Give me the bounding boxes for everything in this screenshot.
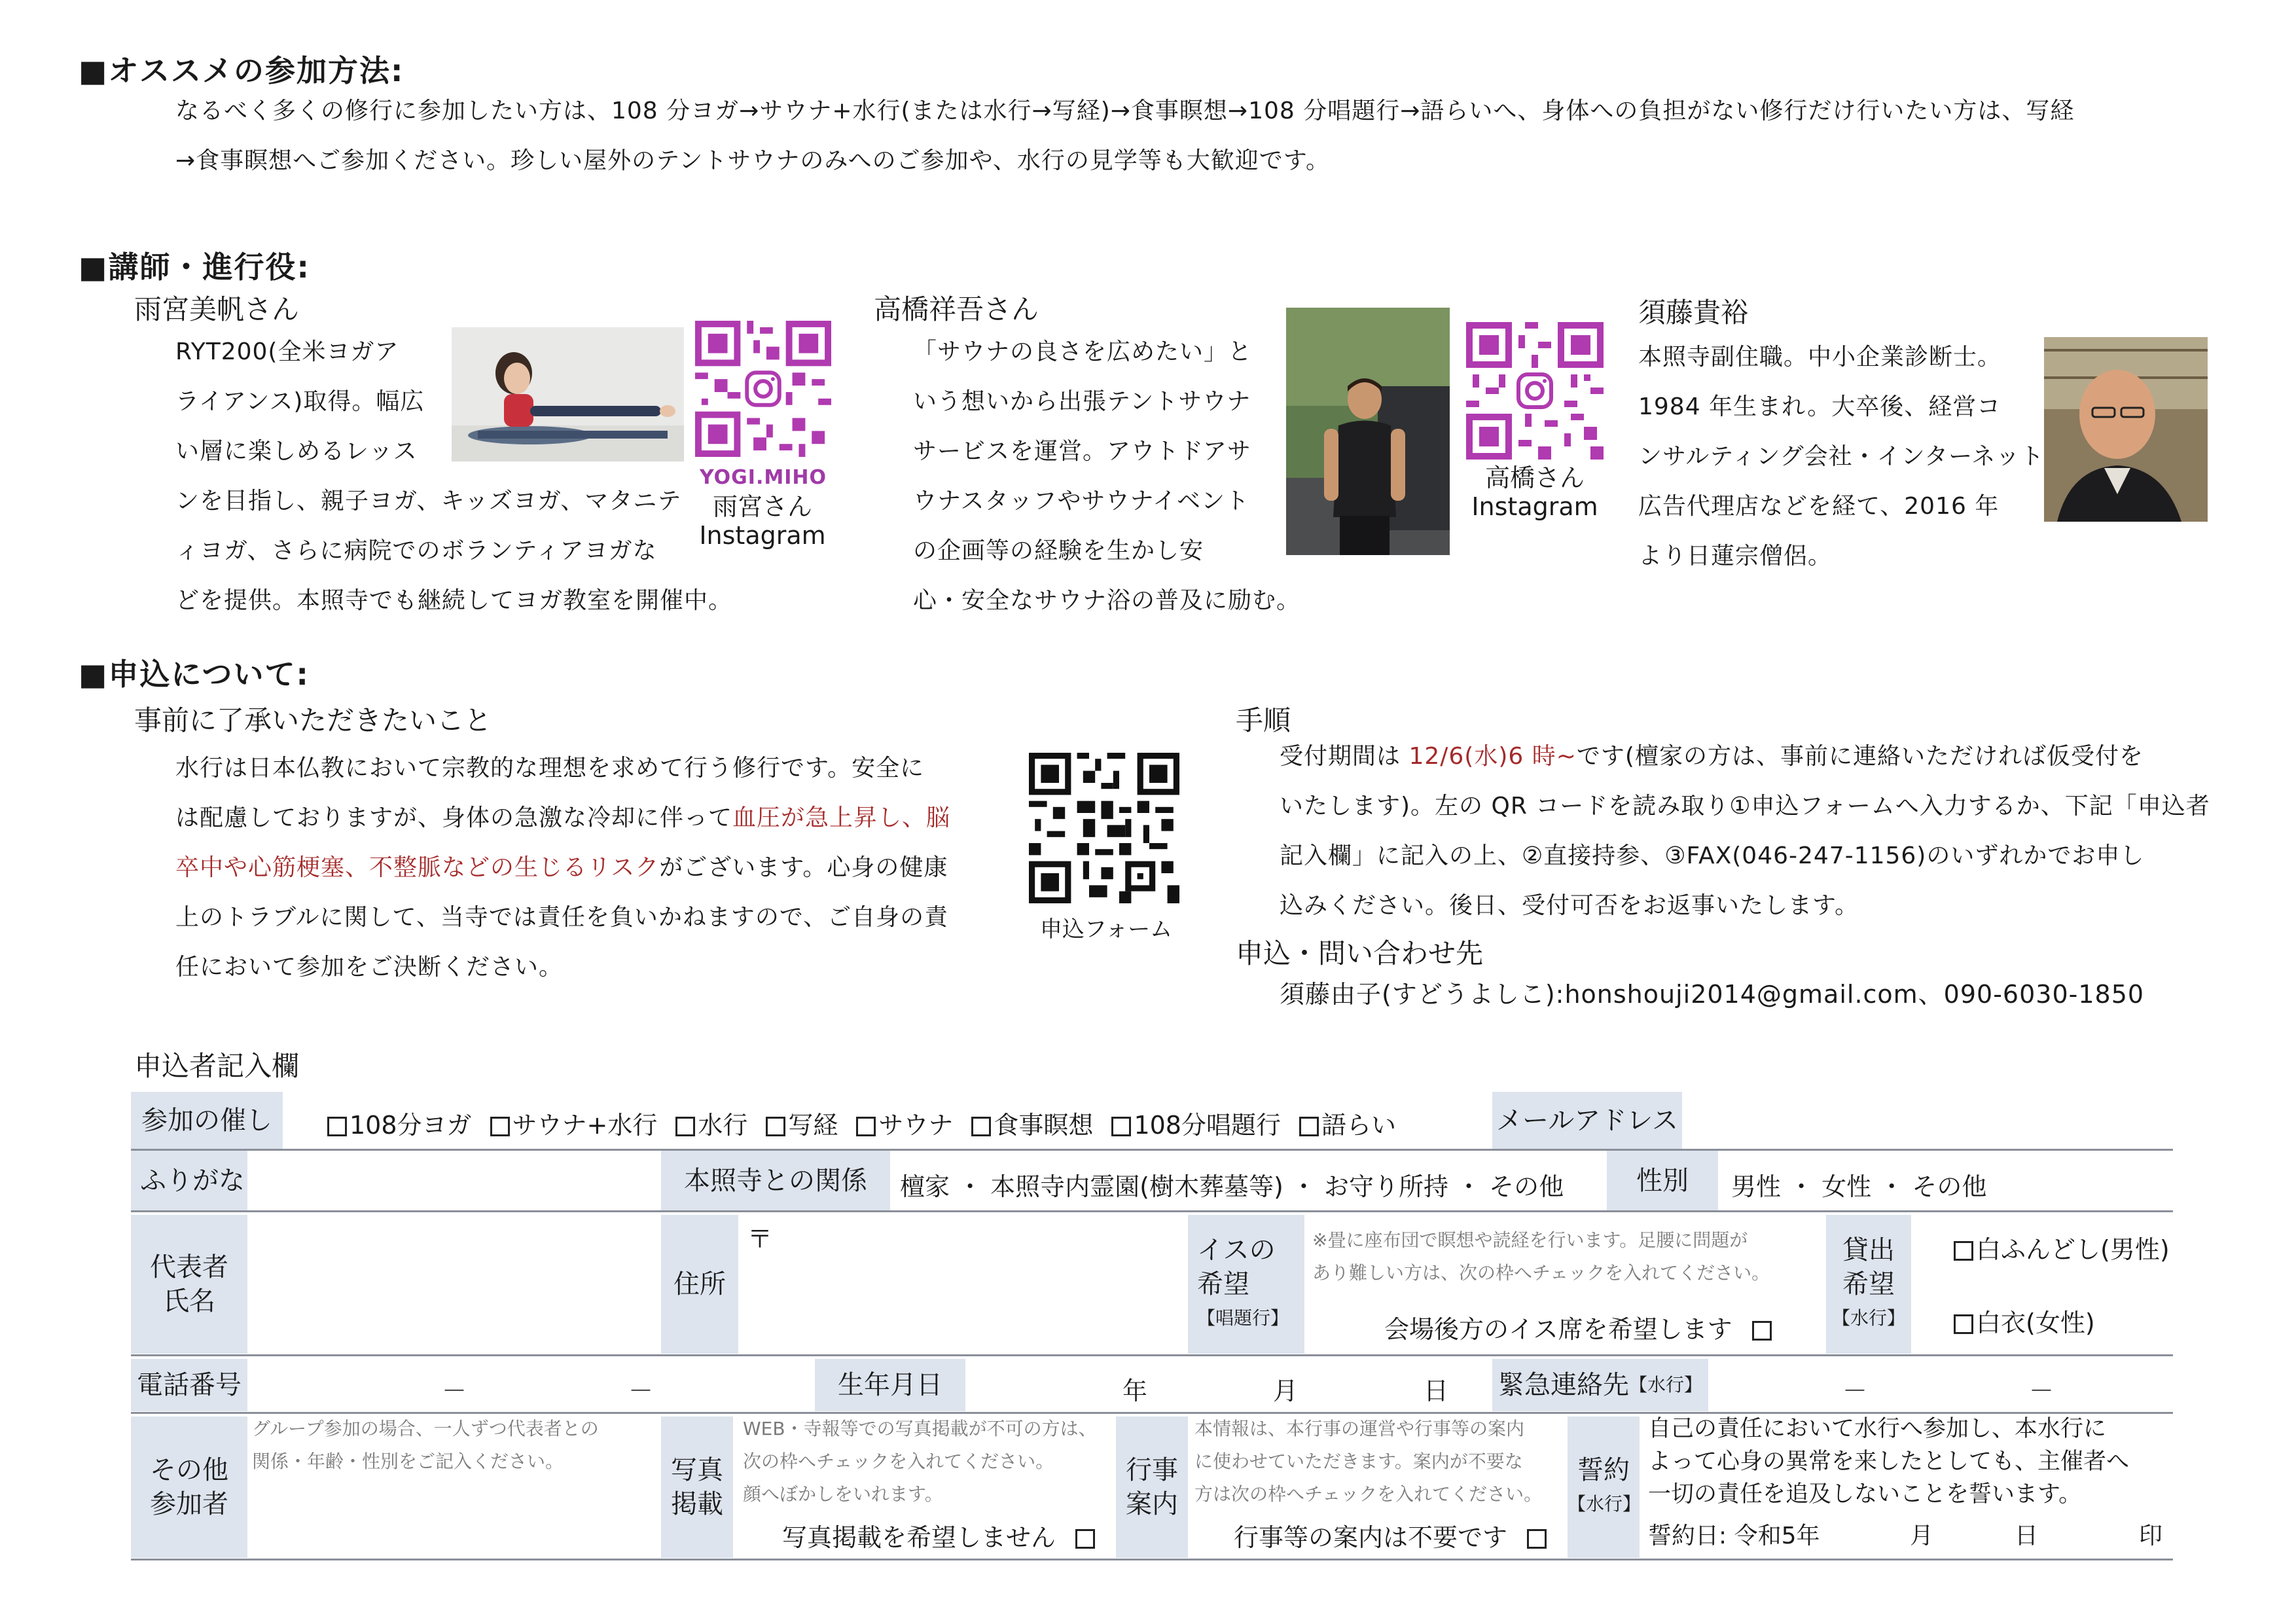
chair-label-line: 希望: [1197, 1269, 1249, 1299]
checkbox[interactable]: [1954, 1314, 1973, 1334]
amemiya-instagram-qr[interactable]: [695, 321, 831, 457]
checkbox[interactable]: [327, 1117, 347, 1136]
email-field[interactable]: [1682, 1096, 2173, 1147]
procedure-text-span: 受付期間は: [1280, 743, 1409, 770]
rep-name-label-line: 氏名: [163, 1286, 215, 1316]
rental-option-label: 白ふんどし(男性): [1976, 1235, 2170, 1264]
pledge-tag: 【水行】: [1568, 1493, 1641, 1515]
event-option-label: 写経: [788, 1111, 838, 1140]
checkbox[interactable]: [1299, 1117, 1319, 1136]
pledge-day-label: 日: [2015, 1523, 2039, 1549]
rental-option-label: 白衣(女性): [1976, 1308, 2095, 1337]
contact-title: 申込・問い合わせ先: [1236, 937, 1484, 969]
procedure-line: 込みください。後日、受付可否をお返事いたします。: [1280, 892, 1859, 919]
event-option-yoga[interactable]: [327, 1105, 472, 1141]
birth-month-label: 月: [1273, 1377, 1299, 1405]
emergency-dash-1: －: [1842, 1377, 1868, 1405]
rep-name-label: [131, 1215, 247, 1354]
application-heading: ■申込について:: [79, 657, 310, 692]
amemiya-bio-line: RYT200(全米ヨガア: [175, 338, 399, 365]
application-form-qr[interactable]: [1029, 753, 1179, 903]
pledge-date-label: 誓約日: 令和5年: [1648, 1523, 1820, 1549]
chair-label: [1188, 1215, 1304, 1354]
guide-note-line: 方は次の枠へチェックを入れてください。: [1194, 1483, 1543, 1505]
procedure-line: 記入欄」に記入の上、②直接持参、③FAX(046-247-1156)のいずれかでお申し: [1280, 842, 2145, 869]
takahashi-photo: [1286, 308, 1450, 555]
guide-note-line: 本情報は、本行事の運営や行事等の案内: [1194, 1418, 1525, 1439]
takahashi-bio-line: いう想いから出張テントサウナ: [913, 388, 1251, 415]
pledge-text: [1648, 1413, 2129, 1511]
emergency-label: [1492, 1359, 1708, 1411]
form-title: 申込者記入欄: [134, 1050, 300, 1082]
pledge-seal: 印: [2139, 1523, 2163, 1549]
rental-label-line: 希望: [1842, 1269, 1895, 1299]
pledge-line: よって心身の異常を来したとしても、主催者へ: [1648, 1449, 2130, 1475]
event-option-label: 108分ヨガ: [350, 1111, 472, 1140]
amemiya-qr-caption-line: Instagram: [699, 521, 826, 550]
recommend-line-2: →食事瞑想へご参加ください。珍しい屋外のテントサウナのみへのご参加や、水行の見学等も大歓迎です。: [175, 147, 1331, 174]
rental-label: [1826, 1215, 1911, 1354]
checkbox[interactable]: [1954, 1241, 1973, 1261]
amemiya-qr-logo: YOGI.MIHO: [700, 466, 827, 489]
chair-tag: 【唱題行】: [1197, 1307, 1289, 1329]
checkbox[interactable]: [490, 1117, 510, 1136]
photo-note-line: WEB・寺報等での写真掲載が不可の方は、: [743, 1418, 1097, 1439]
notice-line: [175, 843, 1026, 893]
takahashi-name: 高橋祥吾さん: [874, 293, 1039, 325]
photo-label: [661, 1416, 733, 1558]
amemiya-bio-line: どを提供。本照寺でも継続してヨガ教室を開催中。: [175, 587, 733, 614]
chair-check-label: 会場後方のイス席を希望します: [1384, 1315, 1732, 1344]
pledge-line: 自己の責任において水行へ参加し、本水行に: [1648, 1416, 2107, 1442]
instructors-heading: ■講師・進行役:: [79, 249, 310, 285]
sudo-bio-line: ンサルティング会社・インターネット: [1638, 443, 2045, 470]
address-field[interactable]: [746, 1247, 1178, 1352]
photo-note-line: 次の枠へチェックを入れてください。: [743, 1451, 1054, 1472]
takahashi-bio-line: サービスを運営。アウトドアサ: [913, 438, 1251, 465]
chair-note: [1312, 1224, 1770, 1290]
rental-label-line: 貸出: [1842, 1235, 1895, 1265]
others-note-line: 関係・年齢・性別をご記入ください。: [252, 1451, 564, 1472]
event-option-label: 108分唱題行: [1134, 1111, 1281, 1140]
notice-title: 事前に了承いただきたいこと: [134, 704, 492, 736]
address-label: 住所: [661, 1215, 738, 1354]
notice-line: 上のトラブルに関して、当寺では責任を負いかねますので、ご自身の責: [175, 904, 949, 931]
gender-options[interactable]: 男性 ・ 女性 ・ その他: [1731, 1172, 1987, 1201]
photo-check[interactable]: [782, 1517, 1098, 1553]
sudo-bio-line: 広告代理店などを経て、2016 年: [1638, 493, 2000, 520]
emergency-field[interactable]: [1712, 1359, 2170, 1411]
checkbox[interactable]: [971, 1117, 991, 1136]
event-option-water[interactable]: [675, 1105, 747, 1141]
emergency-dash-2: －: [2029, 1377, 2054, 1405]
event-option-label: サウナ: [878, 1111, 954, 1140]
takahashi-bio: [913, 327, 1319, 626]
event-option-label: 語らい: [1321, 1111, 1396, 1140]
amemiya-bio-line: ライアンス)取得。幅広: [175, 388, 425, 415]
procedure-period: 12/6(水)6 時~: [1408, 743, 1577, 770]
gender-label: 性別: [1607, 1151, 1718, 1210]
photo-note: [743, 1413, 1097, 1511]
event-options: [327, 1105, 1396, 1141]
others-label-line: 参加者: [150, 1489, 228, 1519]
checkbox[interactable]: [1111, 1117, 1131, 1136]
chair-note-line: あり難しい方は、次の枠へチェックを入れてください。: [1312, 1262, 1770, 1284]
phone-dash-1: －: [442, 1377, 467, 1405]
notice-risk-text: 卒中や心筋梗塞、不整脈などの生じるリスク: [175, 854, 660, 881]
amemiya-bio-line: ィヨガ、さらに病院でのボランティアヨガな: [175, 537, 657, 564]
relation-label: 本照寺との関係: [661, 1151, 890, 1210]
takahashi-instagram-qr[interactable]: [1466, 322, 1604, 460]
birthdate-label: 生年月日: [815, 1359, 965, 1411]
procedure-text-span: です(檀家の方は、事前に連絡いただければ仮受付を: [1576, 743, 2144, 770]
photo-note-line: 顔へぼかしをいれます。: [743, 1483, 943, 1505]
notice-text-span: は配慮しておりますが、身体の急激な冷却に伴って: [175, 804, 733, 831]
chair-check[interactable]: [1384, 1309, 1774, 1345]
takahashi-qr-caption-line: 高橋さん: [1484, 463, 1585, 492]
email-label: メールアドレス: [1492, 1092, 1682, 1149]
guide-label: [1116, 1416, 1188, 1558]
procedure-text: [1280, 732, 2261, 931]
procedure-line: [1280, 732, 2261, 782]
contact-info[interactable]: 須藤由子(すどうよしこ):honshouji2014@gmail.com、090-6030-1850: [1280, 980, 2145, 1009]
event-option-sauna-water[interactable]: [490, 1105, 658, 1141]
takahashi-bio-line: の企画等の経験を生かし安: [913, 537, 1204, 564]
guide-check[interactable]: [1234, 1517, 1549, 1553]
others-note-line: グループ参加の場合、一人ずつ代表者との: [252, 1418, 599, 1439]
photo-checkbox[interactable]: [1075, 1529, 1095, 1549]
sudo-bio: [1638, 333, 2070, 581]
recommend-heading: ■オススメの参加方法:: [79, 53, 404, 88]
rental-option-hakui[interactable]: [1954, 1303, 2095, 1339]
furigana-label: ふりがな: [131, 1151, 247, 1210]
notice-line: 任において参加をご決断ください。: [175, 954, 564, 981]
photo-label-line: 写真: [671, 1455, 723, 1485]
photo-check-label: 写真掲載を希望しません: [782, 1523, 1056, 1552]
phone-dash-2: －: [628, 1377, 654, 1405]
takahashi-qr-caption-line: Instagram: [1471, 492, 1598, 521]
notice-text: [175, 744, 1026, 992]
event-option-label: 食事瞑想: [994, 1111, 1094, 1140]
rep-name-field[interactable]: [249, 1215, 655, 1354]
event-option-talk[interactable]: [1299, 1105, 1396, 1141]
pledge-month-label: 月: [1910, 1523, 1934, 1549]
notice-line: [175, 793, 1026, 843]
takahashi-bio-line: 心・安全なサウナ浴の普及に励む。: [913, 587, 1301, 614]
photo-label-line: 掲載: [671, 1489, 723, 1519]
recommend-text: [175, 86, 2270, 186]
guide-check-label: 行事等の案内は不要です: [1234, 1523, 1508, 1552]
event-label: 参加の催し: [131, 1092, 283, 1149]
event-option-sutra[interactable]: [766, 1105, 838, 1141]
amemiya-qr-caption-line: 雨宮さん: [712, 492, 812, 521]
relation-options[interactable]: 檀家 ・ 本照寺内霊園(樹木葬墓等) ・ お守り所持 ・ その他: [900, 1172, 1564, 1201]
emergency-label-text: 緊急連絡先: [1498, 1370, 1629, 1400]
guide-note-line: に使わせていただきます。案内が不要な: [1194, 1451, 1523, 1472]
takahashi-bio-line: ウナスタッフやサウナイベント: [913, 488, 1250, 514]
chair-note-line: ※畳に座布団で瞑想や読経を行います。足腰に問題が: [1312, 1229, 1748, 1251]
event-option-label: 水行: [698, 1111, 748, 1140]
amemiya-bio-line: い層に楽しめるレッス: [175, 438, 418, 465]
sudo-name: 須藤貴裕: [1638, 297, 1749, 329]
takahashi-qr-caption: [1446, 463, 1623, 521]
chair-label-line: イスの: [1197, 1235, 1276, 1265]
rep-name-label-line: 代表者: [150, 1252, 228, 1282]
application-form-qr-caption: 申込フォーム: [1039, 916, 1173, 943]
postal-mark: 〒: [747, 1225, 773, 1254]
phone-label: 電話番号: [131, 1359, 247, 1411]
recommend-line-1: なるべく多くの修行に参加したい方は、108 分ヨガ→サウナ+水行(または水行→写経)→食事瞑想→108 分唱題行→語らいへ、身体への負担がない修行だけ行いたい方は、写経: [175, 98, 2075, 124]
notice-risk-text: 血圧が急上昇し、脳: [732, 804, 951, 831]
rental-option-fundoshi[interactable]: [1954, 1229, 2170, 1265]
pledge-line: 一切の責任を追及しないことを誓います。: [1648, 1481, 2082, 1507]
checkbox[interactable]: [675, 1117, 695, 1136]
sudo-bio-line: 1984 年生まれ。大卒後、経営コ: [1638, 393, 2001, 420]
pledge-date-field[interactable]: [1800, 1512, 2166, 1555]
sudo-photo: [2044, 337, 2208, 522]
event-option-meal[interactable]: [971, 1105, 1093, 1141]
amemiya-photo: [452, 327, 684, 461]
event-option-label: サウナ+水行: [512, 1111, 658, 1140]
procedure-line: いたします)。左の QR コードを読み取り①申込フォームへ入力するか、下記「申込者: [1280, 793, 2210, 820]
amemiya-name: 雨宮美帆さん: [134, 293, 300, 325]
checkbox[interactable]: [766, 1117, 785, 1136]
guide-checkbox[interactable]: [1527, 1529, 1547, 1549]
furigana-field[interactable]: [249, 1153, 655, 1208]
notice-line: 水行は日本仏教において宗教的な理想を求めて行う修行です。安全に: [175, 755, 925, 782]
checkbox[interactable]: [856, 1117, 876, 1136]
notice-text-span: がございます。心身の健康: [659, 854, 948, 881]
others-field[interactable]: [249, 1479, 655, 1557]
sudo-bio-line: より日蓮宗僧侶。: [1638, 543, 1833, 569]
emergency-tag: 【水行】: [1628, 1374, 1702, 1396]
event-option-sauna[interactable]: [856, 1105, 953, 1141]
birthdate-field[interactable]: [969, 1359, 1479, 1411]
others-note: [252, 1413, 599, 1478]
rental-tag: 【水行】: [1831, 1307, 1905, 1329]
sudo-bio-line: 本照寺副住職。中小企業診断士。: [1638, 344, 2002, 370]
amemiya-qr-caption: [674, 492, 851, 550]
others-label: [131, 1416, 247, 1558]
chair-checkbox[interactable]: [1752, 1321, 1772, 1341]
event-option-chanting[interactable]: [1111, 1105, 1281, 1141]
phone-field[interactable]: [249, 1359, 812, 1411]
pledge-label-text: 誓約: [1577, 1455, 1630, 1485]
others-label-line: その他: [150, 1455, 228, 1485]
amemiya-bio-line: ンを目指し、親子ヨガ、キッズヨガ、マタニテ: [175, 488, 682, 514]
guide-label-line: 行事: [1126, 1455, 1178, 1485]
birth-year-label: 年: [1122, 1377, 1148, 1405]
takahashi-bio-line: 「サウナの良さを広めたい」と: [913, 338, 1253, 365]
birth-day-label: 日: [1424, 1377, 1449, 1405]
guide-note: [1194, 1413, 1542, 1511]
procedure-title: 手順: [1236, 704, 1291, 736]
guide-label-line: 案内: [1126, 1489, 1178, 1519]
pledge-label: [1568, 1416, 1640, 1558]
